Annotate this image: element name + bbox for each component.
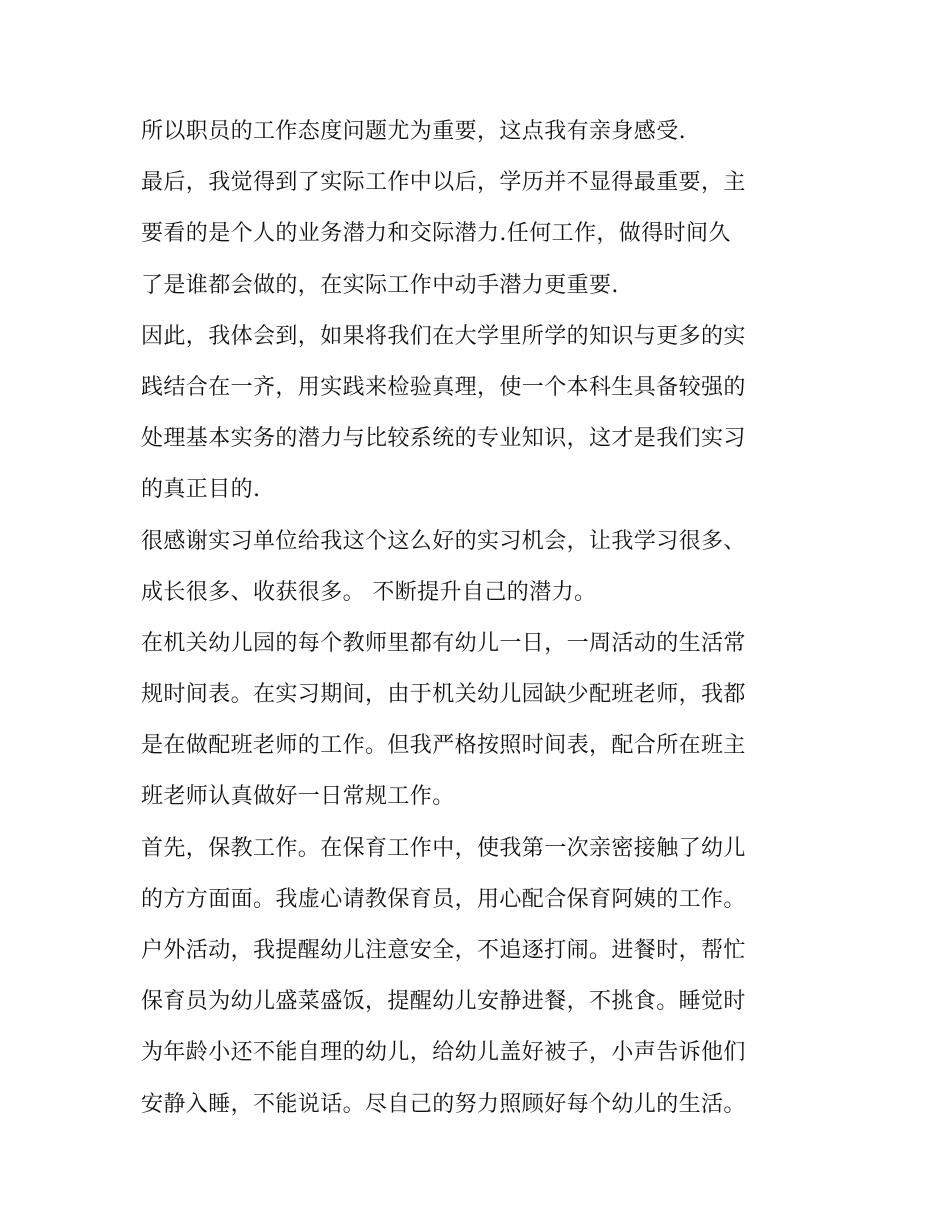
text-line: 为年龄小还不能自理的幼儿，给幼儿盖好被子，小声告诉他们 <box>141 1040 746 1066</box>
text-line: 践结合在一齐，用实践来检验真理，使一个本科生具备较强的 <box>141 374 746 400</box>
text-line: 班老师认真做好一日常规工作。 <box>141 784 455 810</box>
text-line: 保育员为幼儿盛菜盛饭，提醒幼儿安静进餐，不挑食。睡觉时 <box>141 989 746 1015</box>
text-line: 的方方面面。我虚心请教保育员，用心配合保育阿姨的工作。 <box>141 886 746 912</box>
text-line: 所以职员的工作态度问题尤为重要，这点我有亲身感受. <box>141 119 686 144</box>
text-line: 规时间表。在实习期间，由于机关幼儿园缺少配班老师，我都 <box>141 682 746 708</box>
text-line: 成长很多、收获很多。 不断提升自己的潜力。 <box>141 579 597 605</box>
text-line: 最后，我觉得到了实际工作中以后，学历并不显得最重要，主 <box>141 170 746 196</box>
text-line: 是在做配班老师的工作。但我严格按照时间表，配合所在班主 <box>141 733 746 759</box>
text-line: 户外活动，我提醒幼儿注意安全，不追逐打闹。进餐时，帮忙 <box>141 938 746 963</box>
text-line: 处理基本实务的潜力与比较系统的专业知识，这才是我们实习 <box>141 426 746 452</box>
text-line: 要看的是个人的业务潜力和交际潜力.任何工作，做得时间久 <box>141 221 731 247</box>
text-line: 很感谢实习单位给我这个这么好的实习机会，让我学习很多、 <box>141 528 746 554</box>
body-text <box>141 106 821 1130</box>
text-line: 的真正目的. <box>141 477 261 503</box>
text-line: 在机关幼儿园的每个教师里都有幼儿一日，一周活动的生活常 <box>141 630 746 656</box>
text-line: 因此，我体会到，如果将我们在大学里所学的知识与更多的实 <box>141 323 746 349</box>
text-line: 首先，保教工作。在保育工作中，使我第一次亲密接触了幼儿 <box>141 835 746 861</box>
text-line: 了是谁都会做的，在实际工作中动手潜力更重要. <box>141 272 619 298</box>
text-line: 安静入睡，不能说话。尽自己的努力照顾好每个幼儿的生活。 <box>141 1091 746 1117</box>
